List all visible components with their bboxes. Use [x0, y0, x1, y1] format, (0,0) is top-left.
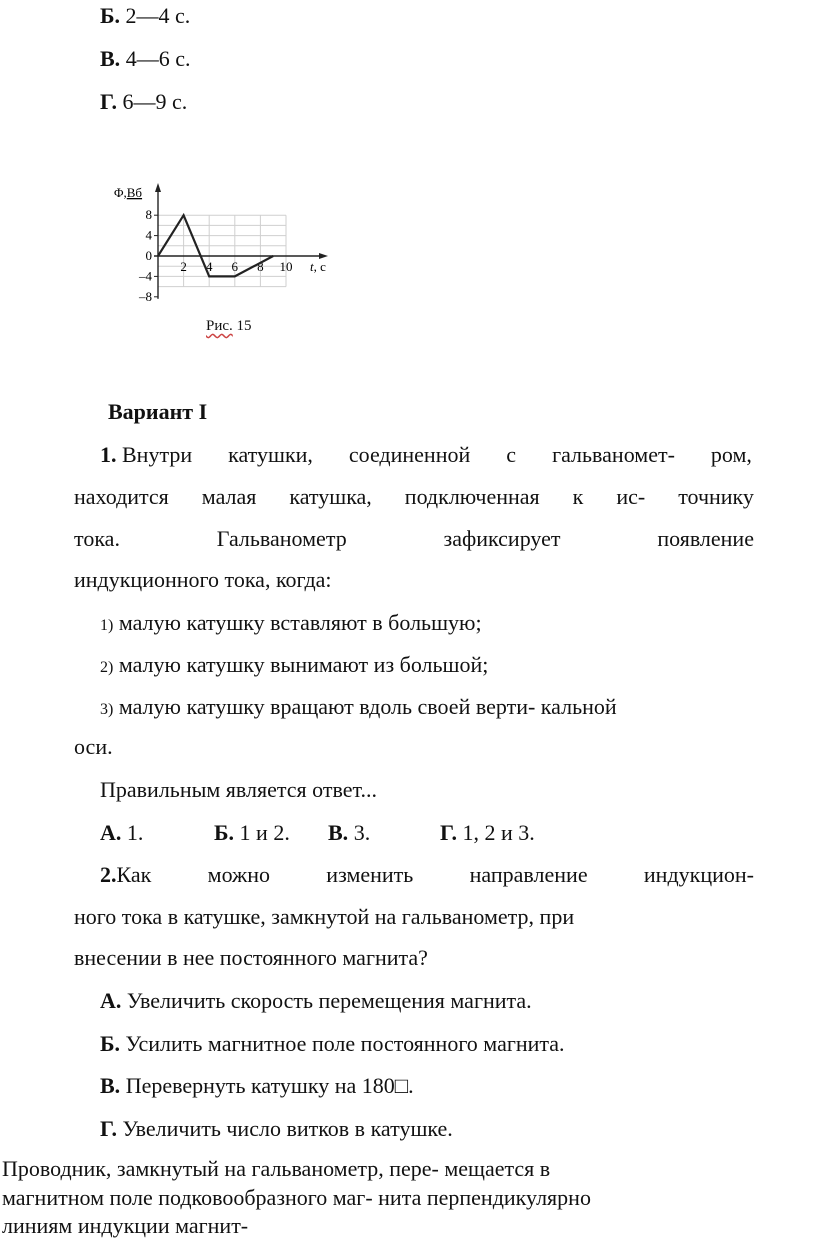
q2-line-3: внесении в нее постоянного магнита? [74, 945, 428, 970]
q1-item-3: 3) малую катушку вращают вдоль своей верти- кальной [100, 694, 617, 719]
q1-item-3-continued: оси. [74, 734, 113, 759]
q1-answer-g: Г. 1, 2 и 3. [440, 820, 535, 845]
q1-answer-v: В. 3. [328, 820, 371, 845]
y-tick-label: 0 [145, 248, 152, 263]
variant-title: Вариант I [108, 399, 208, 424]
x-tick-label: 10 [279, 259, 293, 274]
q2-answer-b: Б. Усилить магнитное поле постоянного магнита. [100, 1031, 565, 1056]
bottom-line-3: линиям индукции магнит- [2, 1213, 249, 1238]
y-axis-label: Φ,Вб [114, 185, 143, 200]
flux-time-chart [100, 180, 360, 310]
q2-answer-a: А. Увеличить скорость перемещения магнита. [100, 988, 532, 1013]
x-tick-label: 2 [180, 259, 187, 274]
q1-line-3: тока. Гальванометр зафиксирует появление [74, 526, 754, 551]
x-axis-label: t, с [310, 259, 326, 274]
y-tick-label: 4 [145, 227, 152, 243]
y-tick-label: 8 [145, 207, 152, 223]
x-tick-label: 6 [231, 259, 239, 274]
q1-item-2: 2) малую катушку вынимают из большой; [100, 652, 489, 677]
q1-answer-b: Б. 1 и 2. [214, 820, 290, 845]
q1-item-1: 1) малую катушку вставляют в большую; [100, 610, 482, 635]
y-tick-label: –8 [139, 288, 152, 304]
q2-line-2: ного тока в катушке, замкнутой на гальванометр, при [74, 904, 575, 929]
x-tick-label: 4 [205, 259, 213, 274]
q2-line-1: 2.Как можно изменить направление индукцион- [100, 862, 754, 887]
bottom-line-1: Проводник, замкнутый на гальванометр, пере- мещается в [2, 1156, 551, 1181]
y-tick-label: –4 [139, 268, 152, 284]
x-tick-label: 8 [257, 259, 264, 274]
q1-line-1: 1. Внутри катушки, соединенной с гальваномет- ром, [100, 442, 752, 467]
q2-answer-g: Г. Увеличить число витков в катушке. [100, 1116, 453, 1141]
chart-axes [154, 183, 328, 299]
figure-caption: Рис. 15 [206, 318, 252, 334]
q1-prompt: Правильным является ответ... [100, 777, 377, 802]
q1-answer-a: А. 1. [100, 820, 144, 845]
q1-line-2: находится малая катушка, подключенная к ис- точнику [74, 484, 754, 509]
q1-line-4: индукционного тока, когда: [74, 567, 332, 592]
option-b-top: Б. 2—4 с. [100, 3, 191, 28]
bottom-line-2: магнитном поле подковообразного маг- нита перпендикулярно [2, 1185, 591, 1210]
option-v-top: В. 4—6 с. [100, 46, 191, 71]
q2-answer-v: В. Перевернуть катушку на 180□. [100, 1073, 414, 1098]
y-axis-arrow [155, 183, 161, 192]
q1-number: 1. [100, 442, 117, 467]
option-g-top: Г. 6—9 с. [100, 89, 188, 114]
q2-number: 2. [100, 862, 117, 887]
